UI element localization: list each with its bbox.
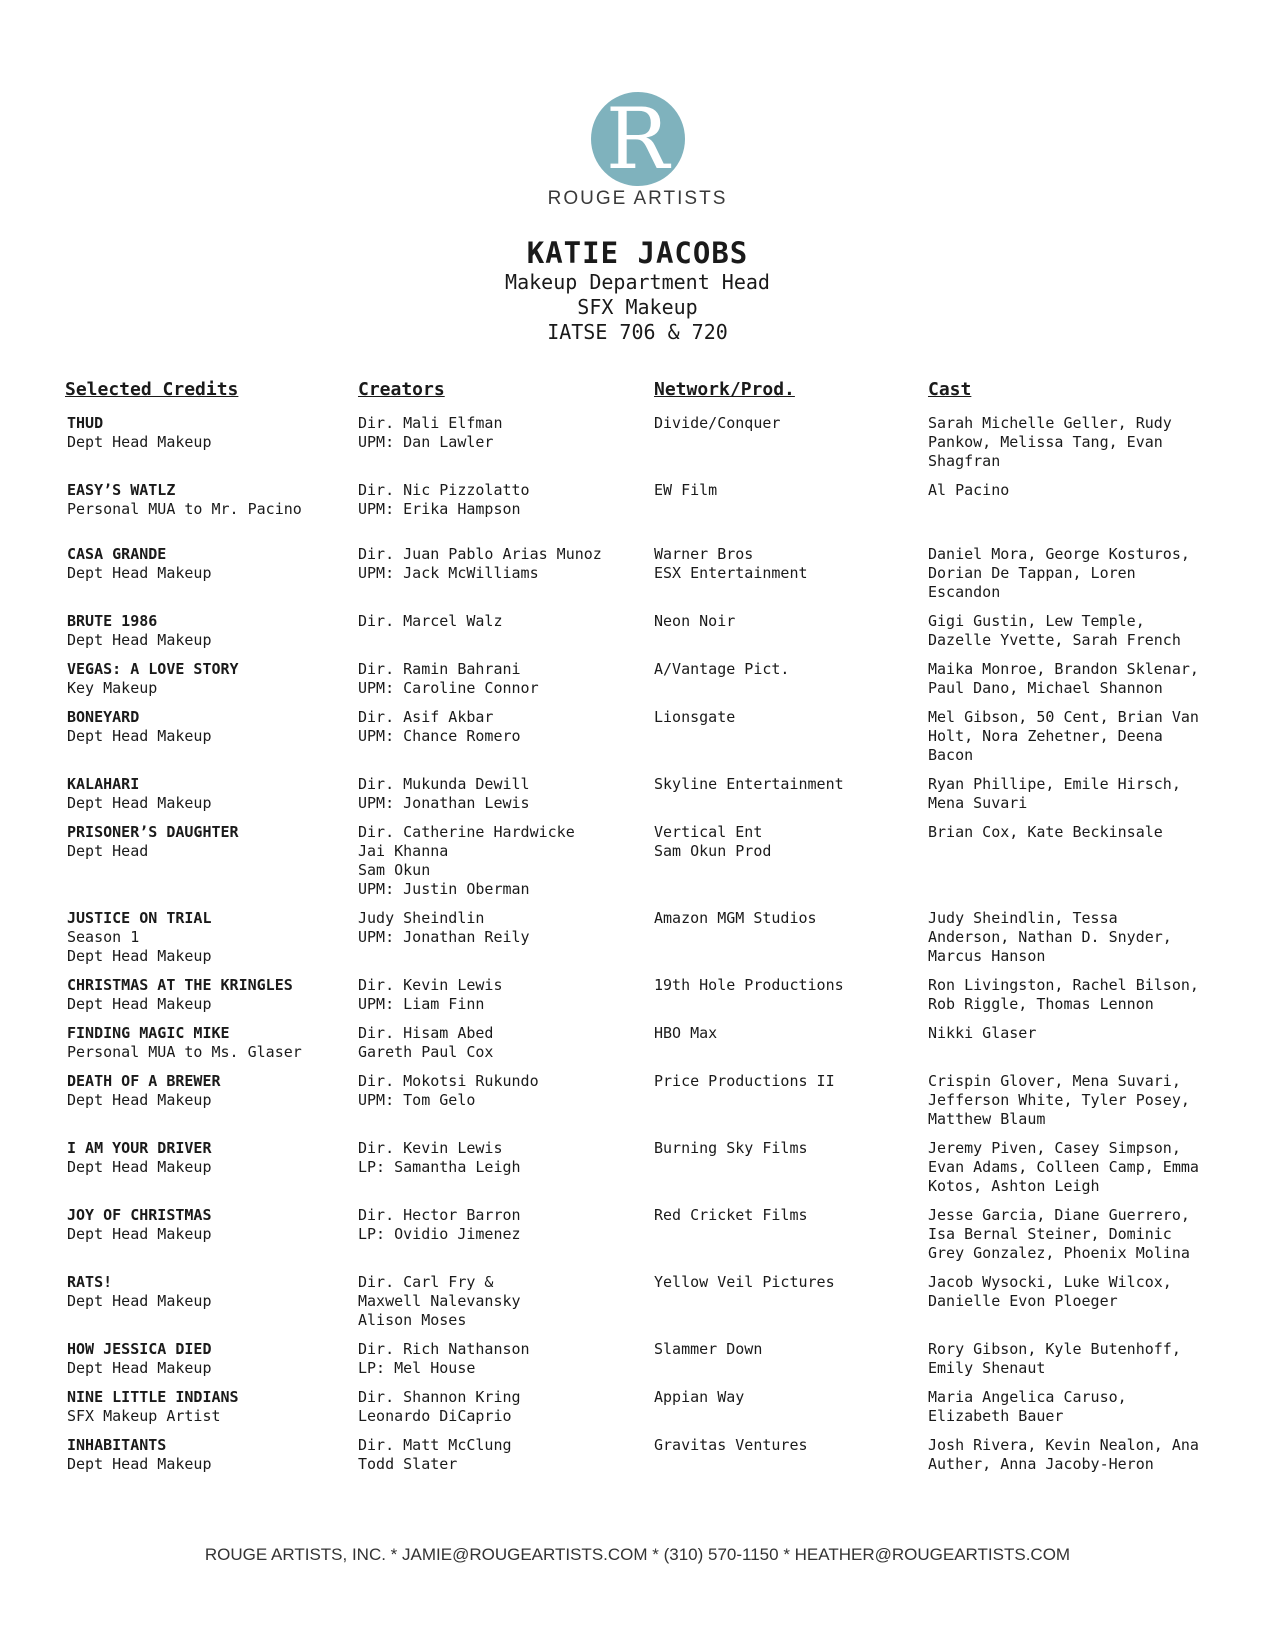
project-role: Dept Head Makeup <box>67 995 212 1013</box>
credit-row <box>0 823 1275 909</box>
creator-name: Dir. Kevin Lewis <box>358 976 503 994</box>
project-title: DEATH OF A BREWER <box>67 1072 221 1090</box>
credit-cast <box>928 1436 1248 1474</box>
credit-project <box>67 708 347 746</box>
creator-name: UPM: Dan Lawler <box>358 433 494 451</box>
creator-name: Dir. Mali Elfman <box>358 414 503 432</box>
network-name: Red Cricket Films <box>654 1206 808 1224</box>
creator-name: Dir. Marcel Walz <box>358 612 503 630</box>
project-title: THUD <box>67 414 104 432</box>
creator-name: Dir. Hisam Abed <box>358 1024 494 1042</box>
column-header-creators: Creators <box>358 379 445 400</box>
credit-cast <box>928 414 1248 471</box>
artist-name: KATIE JACOBS <box>526 236 749 270</box>
credit-cast <box>928 708 1248 765</box>
project-role: Dept Head Makeup <box>67 727 212 745</box>
creator-name: UPM: Tom Gelo <box>358 1091 476 1109</box>
logo-circle <box>591 92 685 186</box>
cast-line: Isa Bernal Steiner, Dominic <box>928 1225 1172 1243</box>
cast-line: Daniel Mora, George Kosturos, <box>928 545 1190 563</box>
logo-name: ROUGE ARTISTS <box>547 188 728 209</box>
credit-network <box>654 1340 924 1359</box>
creator-name: Dir. Shannon Kring <box>358 1388 521 1406</box>
network-name: Skyline Entertainment <box>654 775 844 793</box>
creator-name: LP: Ovidio Jimenez <box>358 1225 521 1243</box>
credit-creators <box>358 823 648 899</box>
credit-creators <box>358 909 648 947</box>
credit-cast <box>928 775 1248 813</box>
network-name: Amazon MGM Studios <box>654 909 817 927</box>
cast-line: Holt, Nora Zehetner, Deena <box>928 727 1163 745</box>
credit-row <box>0 660 1275 708</box>
cast-line: Mel Gibson, 50 Cent, Brian Van <box>928 708 1199 726</box>
cast-line: Jefferson White, Tyler Posey, <box>928 1091 1190 1109</box>
credit-row <box>0 1072 1275 1139</box>
cast-line: Auther, Anna Jacoby-Heron <box>928 1455 1154 1473</box>
credit-project <box>67 1206 347 1244</box>
credit-project <box>67 1436 347 1474</box>
creator-name: Dir. Ramin Bahrani <box>358 660 521 678</box>
credit-project <box>67 1340 347 1378</box>
project-role: Dept Head Makeup <box>67 1158 212 1176</box>
project-role: Dept Head Makeup <box>67 1359 212 1377</box>
project-role: Dept Head Makeup <box>67 433 212 451</box>
credit-project <box>67 775 347 813</box>
credits-list <box>0 414 1275 1484</box>
cast-line: Josh Rivera, Kevin Nealon, Ana <box>928 1436 1199 1454</box>
cast-line: Sarah Michelle Geller, Rudy <box>928 414 1172 432</box>
network-name: ESX Entertainment <box>654 564 808 582</box>
project-title: BRUTE 1986 <box>67 612 158 630</box>
network-name: Neon Noir <box>654 612 736 630</box>
creator-name: Jai Khanna <box>358 842 449 860</box>
column-headers <box>0 379 1275 403</box>
project-title: PRISONER’S DAUGHTER <box>67 823 239 841</box>
artist-title-2: SFX Makeup <box>577 295 698 319</box>
credit-project <box>67 1024 347 1062</box>
creator-name: LP: Samantha Leigh <box>358 1158 521 1176</box>
cast-line: Maria Angelica Caruso, <box>928 1388 1127 1406</box>
creator-name: Leonardo DiCaprio <box>358 1407 512 1425</box>
project-role: Dept Head Makeup <box>67 1455 212 1473</box>
credit-cast <box>928 1072 1248 1129</box>
credit-creators <box>358 545 648 583</box>
creator-name: Gareth Paul Cox <box>358 1043 494 1061</box>
cast-line: Danielle Evon Ploeger <box>928 1292 1118 1310</box>
column-header-credits: Selected Credits <box>65 379 239 400</box>
credit-cast <box>928 823 1248 842</box>
cast-line: Jesse Garcia, Diane Guerrero, <box>928 1206 1190 1224</box>
credit-row <box>0 1206 1275 1273</box>
credit-row <box>0 1388 1275 1436</box>
credit-cast <box>928 545 1248 602</box>
credit-creators <box>358 1072 648 1110</box>
network-name: Gravitas Ventures <box>654 1436 808 1454</box>
project-title: CHRISTMAS AT THE KRINGLES <box>67 976 293 994</box>
credit-network <box>654 1436 924 1455</box>
creator-name: UPM: Jonathan Reily <box>358 928 530 946</box>
cast-line: Judy Sheindlin, Tessa <box>928 909 1118 927</box>
creator-name: Dir. Carl Fry & <box>358 1273 494 1291</box>
creator-name: Dir. Matt McClung <box>358 1436 512 1454</box>
credit-network <box>654 660 924 679</box>
logo-letter: R <box>605 90 670 188</box>
credit-cast <box>928 1388 1248 1426</box>
cast-line: Pankow, Melissa Tang, Evan <box>928 433 1163 451</box>
credit-project <box>67 660 347 698</box>
network-name: Lionsgate <box>654 708 736 726</box>
credit-creators <box>358 481 648 519</box>
credit-network <box>654 481 924 500</box>
project-title: NINE LITTLE INDIANS <box>67 1388 239 1406</box>
cast-line: Maika Monroe, Brandon Sklenar, <box>928 660 1199 678</box>
credit-row <box>0 481 1275 545</box>
project-title: HOW JESSICA DIED <box>67 1340 212 1358</box>
project-title: CASA GRANDE <box>67 545 167 563</box>
credit-network <box>654 1273 924 1292</box>
credit-creators <box>358 1273 648 1330</box>
creator-name: Dir. Mokotsi Rukundo <box>358 1072 539 1090</box>
cast-line: Kotos, Ashton Leigh <box>928 1177 1100 1195</box>
credit-cast <box>928 1273 1248 1311</box>
project-role: Dept Head Makeup <box>67 1292 212 1310</box>
creator-name: UPM: Erika Hampson <box>358 500 521 518</box>
cast-line: Jacob Wysocki, Luke Wilcox, <box>928 1273 1172 1291</box>
credit-creators <box>358 1388 648 1426</box>
credit-network <box>654 545 924 583</box>
credit-creators <box>358 775 648 813</box>
credit-network <box>654 708 924 727</box>
cast-line: Marcus Hanson <box>928 947 1046 965</box>
credit-project <box>67 481 347 519</box>
cast-line: Rory Gibson, Kyle Butenhoff, <box>928 1340 1181 1358</box>
column-header-network: Network/Prod. <box>654 379 795 400</box>
creator-name: Dir. Nic Pizzolatto <box>358 481 530 499</box>
credit-row <box>0 1024 1275 1072</box>
cast-line: Al Pacino <box>928 481 1010 499</box>
network-name: A/Vantage Pict. <box>654 660 790 678</box>
creator-name: Dir. Asif Akbar <box>358 708 494 726</box>
project-title: BONEYARD <box>67 708 140 726</box>
cast-line: Bacon <box>928 746 974 764</box>
network-name: Burning Sky Films <box>654 1139 808 1157</box>
cast-line: Crispin Glover, Mena Suvari, <box>928 1072 1181 1090</box>
network-name: Vertical Ent <box>654 823 763 841</box>
project-role: Personal MUA to Ms. Glaser <box>67 1043 302 1061</box>
column-header-cast: Cast <box>928 379 972 400</box>
creator-name: Dir. Rich Nathanson <box>358 1340 530 1358</box>
project-title: JOY OF CHRISTMAS <box>67 1206 212 1224</box>
credit-network <box>654 823 924 861</box>
project-title: KALAHARI <box>67 775 140 793</box>
network-name: Price Productions II <box>654 1072 835 1090</box>
project-title: JUSTICE ON TRIAL <box>67 909 212 927</box>
project-title: FINDING MAGIC MIKE <box>67 1024 230 1042</box>
cast-line: Elizabeth Bauer <box>928 1407 1064 1425</box>
creator-name: Alison Moses <box>358 1311 467 1329</box>
credit-cast <box>928 1024 1248 1043</box>
creator-name: UPM: Caroline Connor <box>358 679 539 697</box>
credit-network <box>654 414 924 433</box>
project-role: Dept Head Makeup <box>67 564 212 582</box>
project-role: Dept Head Makeup <box>67 631 212 649</box>
credit-row <box>0 1436 1275 1484</box>
project-role: Season 1 <box>67 928 140 946</box>
credit-creators <box>358 660 648 698</box>
cast-line: Anderson, Nathan D. Snyder, <box>928 928 1172 946</box>
credit-cast <box>928 976 1248 1014</box>
credit-project <box>67 823 347 861</box>
footer-contact: ROUGE ARTISTS, INC. * JAMIE@ROUGEARTISTS.COM * (310) 570-1150 * HEATHER@ROUGEARTISTS.COM <box>204 1545 1071 1564</box>
credit-cast <box>928 909 1248 966</box>
creator-name: Dir. Catherine Hardwicke <box>358 823 575 841</box>
cast-line: Mena Suvari <box>928 794 1028 812</box>
credit-network <box>654 1388 924 1407</box>
credit-creators <box>358 976 648 1014</box>
project-title: INHABITANTS <box>67 1436 167 1454</box>
creator-name: UPM: Chance Romero <box>358 727 521 745</box>
creator-name: Maxwell Nalevansky <box>358 1292 521 1310</box>
network-name: Warner Bros <box>654 545 754 563</box>
artist-title-1: Makeup Department Head <box>505 270 770 294</box>
network-name: Divide/Conquer <box>654 414 781 432</box>
agency-logo <box>500 92 775 210</box>
credit-network <box>654 1024 924 1043</box>
project-role: Key Makeup <box>67 679 158 697</box>
creator-name: Todd Slater <box>358 1455 458 1473</box>
cast-line: Jeremy Piven, Casey Simpson, <box>928 1139 1181 1157</box>
credit-row <box>0 1273 1275 1340</box>
credit-project <box>67 976 347 1014</box>
credit-row <box>0 1340 1275 1388</box>
credit-network <box>654 612 924 631</box>
cast-line: Emily Shenaut <box>928 1359 1046 1377</box>
network-name: Yellow Veil Pictures <box>654 1273 835 1291</box>
credit-cast <box>928 481 1248 500</box>
network-name: EW Film <box>654 481 718 499</box>
creator-name: Judy Sheindlin <box>358 909 485 927</box>
project-title: I AM YOUR DRIVER <box>67 1139 212 1157</box>
network-name: HBO Max <box>654 1024 718 1042</box>
credit-creators <box>358 612 648 631</box>
credit-project <box>67 612 347 650</box>
credit-network <box>654 1072 924 1091</box>
creator-name: Sam Okun <box>358 861 431 879</box>
cast-line: Ryan Phillipe, Emile Hirsch, <box>928 775 1181 793</box>
credit-network <box>654 909 924 928</box>
cast-line: Brian Cox, Kate Beckinsale <box>928 823 1163 841</box>
credit-row <box>0 545 1275 612</box>
creator-name: UPM: Liam Finn <box>358 995 485 1013</box>
network-name: Sam Okun Prod <box>654 842 772 860</box>
credit-project <box>67 414 347 452</box>
project-title: RATS! <box>67 1273 113 1291</box>
credit-project <box>67 545 347 583</box>
credit-creators <box>358 1024 648 1062</box>
creator-name: Dir. Kevin Lewis <box>358 1139 503 1157</box>
credit-creators <box>358 1206 648 1244</box>
credit-project <box>67 1072 347 1110</box>
credit-cast <box>928 1340 1248 1378</box>
credit-creators <box>358 708 648 746</box>
project-title: EASY’S WATLZ <box>67 481 176 499</box>
credit-cast <box>928 1206 1248 1263</box>
credit-creators <box>358 1139 648 1177</box>
credit-project <box>67 1388 347 1426</box>
network-name: Slammer Down <box>654 1340 763 1358</box>
creator-name: UPM: Justin Oberman <box>358 880 530 898</box>
resume-header <box>0 236 1275 345</box>
creator-name: Dir. Juan Pablo Arias Munoz <box>358 545 602 563</box>
cast-line: Grey Gonzalez, Phoenix Molina <box>928 1244 1190 1262</box>
network-name: Appian Way <box>654 1388 745 1406</box>
credit-row <box>0 708 1275 775</box>
cast-line: Paul Dano, Michael Shannon <box>928 679 1163 697</box>
credit-row <box>0 976 1275 1024</box>
cast-line: Ron Livingston, Rachel Bilson, <box>928 976 1199 994</box>
project-role: Dept Head Makeup <box>67 1091 212 1109</box>
cast-line: Evan Adams, Colleen Camp, Emma <box>928 1158 1199 1176</box>
credit-project <box>67 1139 347 1177</box>
credit-cast <box>928 1139 1248 1196</box>
creator-name: Dir. Hector Barron <box>358 1206 521 1224</box>
project-role: Dept Head Makeup <box>67 947 212 965</box>
credit-creators <box>358 1340 648 1378</box>
cast-line: Shagfran <box>928 452 1001 470</box>
credit-cast <box>928 612 1248 650</box>
credit-creators <box>358 414 648 452</box>
creator-name: LP: Mel House <box>358 1359 476 1377</box>
cast-line: Nikki Glaser <box>928 1024 1037 1042</box>
creator-name: UPM: Jack McWilliams <box>358 564 539 582</box>
project-role: SFX Makeup Artist <box>67 1407 221 1425</box>
network-name: 19th Hole Productions <box>654 976 844 994</box>
cast-line: Dorian De Tappan, Loren <box>928 564 1136 582</box>
project-role: Dept Head Makeup <box>67 1225 212 1243</box>
project-role: Personal MUA to Mr. Pacino <box>67 500 302 518</box>
credit-network <box>654 1139 924 1158</box>
credit-network <box>654 1206 924 1225</box>
credit-project <box>67 909 347 966</box>
credit-creators <box>358 1436 648 1474</box>
credit-row <box>0 909 1275 976</box>
cast-line: Matthew Blaum <box>928 1110 1046 1128</box>
credit-row <box>0 612 1275 660</box>
credit-network <box>654 775 924 794</box>
project-title: VEGAS: A LOVE STORY <box>67 660 239 678</box>
creator-name: Dir. Mukunda Dewill <box>358 775 530 793</box>
creator-name: UPM: Jonathan Lewis <box>358 794 530 812</box>
credit-project <box>67 1273 347 1311</box>
credit-row <box>0 414 1275 481</box>
cast-line: Rob Riggle, Thomas Lennon <box>928 995 1154 1013</box>
project-role: Dept Head <box>67 842 149 860</box>
credit-row <box>0 1139 1275 1206</box>
cast-line: Dazelle Yvette, Sarah French <box>928 631 1181 649</box>
project-role: Dept Head Makeup <box>67 794 212 812</box>
credit-row <box>0 775 1275 823</box>
artist-title-3: IATSE 706 & 720 <box>547 320 728 344</box>
cast-line: Escandon <box>928 583 1001 601</box>
cast-line: Gigi Gustin, Lew Temple, <box>928 612 1145 630</box>
credit-network <box>654 976 924 995</box>
credit-cast <box>928 660 1248 698</box>
